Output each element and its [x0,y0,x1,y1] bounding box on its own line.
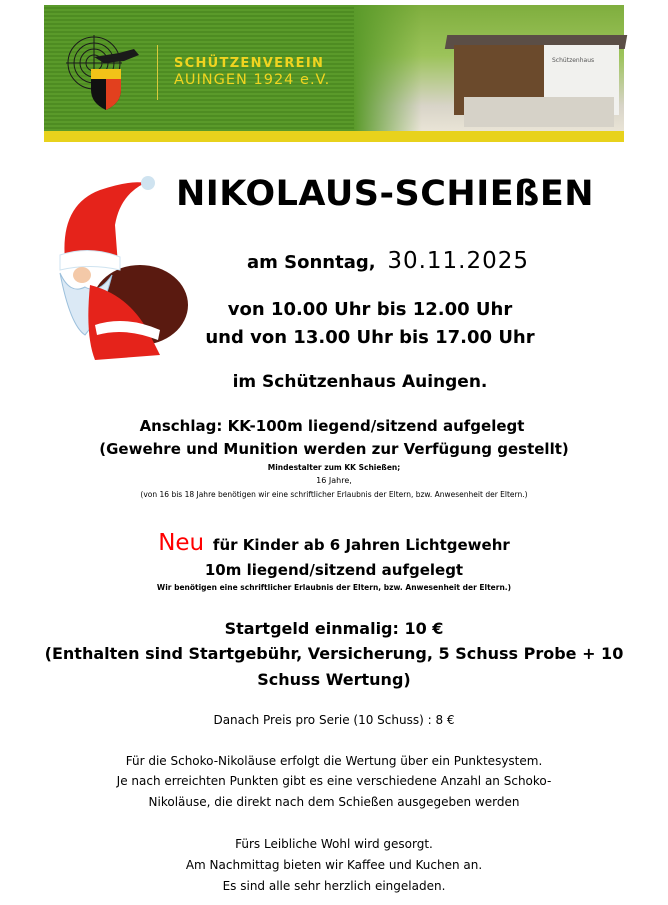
kids-position: 10m liegend/sitzend aufgelegt [204,561,464,579]
series-price: Danach Preis pro Serie (10 Schuss) : 8 € [213,713,455,727]
club-logo-icon [64,35,144,115]
club-name: SCHÜTZENVEREIN [174,56,325,71]
clubhouse-photo [354,5,624,131]
date-value: 30.11.2025 [387,248,530,274]
kids-heading-line [0,530,668,556]
closing-line-3: Es sind alle sehr herzlich eingeladen. [222,879,446,893]
closing-line-1: Fürs Leibliche Wohl wird gesorgt. [235,837,433,851]
fee-heading: Startgeld einmalig: 10 € [224,619,444,638]
kk-min-age: 16 Jahre, [316,476,352,485]
rating-line-3: Nikoläuse, die direkt nach dem Schießen ausgegeben werden [148,795,520,809]
time-slot-2: und von 13.00 Uhr bis 17.00 Uhr [205,327,535,348]
kids-heading: für Kinder ab 6 Jahren Lichtgewehr [212,536,510,554]
house-base [464,97,614,127]
kk-note: (Gewehre und Munition werden zur Verfügung gestellt) [99,440,569,458]
kk-min-age-label: Mindestalter zum KK Schießen; [267,463,401,472]
fee-includes-1: (Enthalten sind Startgebühr, Versicherung, 5 Schuss Probe + 10 [44,644,624,663]
banner-divider [157,45,158,100]
fee-includes-2: Schuss Wertung) [257,670,411,689]
kids-note: Wir benötigen eine schriftlicher Erlaubnis der Eltern, bzw. Anwesenheit der Eltern.) [156,583,512,592]
event-date [128,248,648,274]
kk-heading: Anschlag: KK-100m liegend/sitzend aufgelegt [139,417,525,435]
date-prefix: am Sonntag, [246,252,376,273]
kk-parental-note: (von 16 bis 18 Jahre benötigen wir eine schriftlicher Erlaubnis der Eltern, bzw. Anwesenheit der Eltern.) [140,490,528,499]
club-banner [44,5,624,142]
closing-line-2: Am Nachmittag bieten wir Kaffee und Kuchen an. [185,858,483,872]
rating-line-2: Je nach erreichten Punkten gibt es eine verschiedene Anzahl an Schoko- [116,774,552,788]
banner-stripe [44,131,624,142]
rating-line-1: Für die Schoko-Nikoläuse erfolgt die Wertung über ein Punktesystem. [125,754,543,768]
event-location: im Schützenhaus Auingen. [232,372,488,392]
time-slot-1: von 10.00 Uhr bis 12.00 Uhr [227,299,513,320]
club-location-year: AUINGEN 1924 e.V. [174,72,331,88]
photo-sign: Schützenhaus [552,57,595,64]
event-title: NIKOLAUS-SCHIEßEN [175,174,595,214]
new-badge: Neu [158,530,205,556]
